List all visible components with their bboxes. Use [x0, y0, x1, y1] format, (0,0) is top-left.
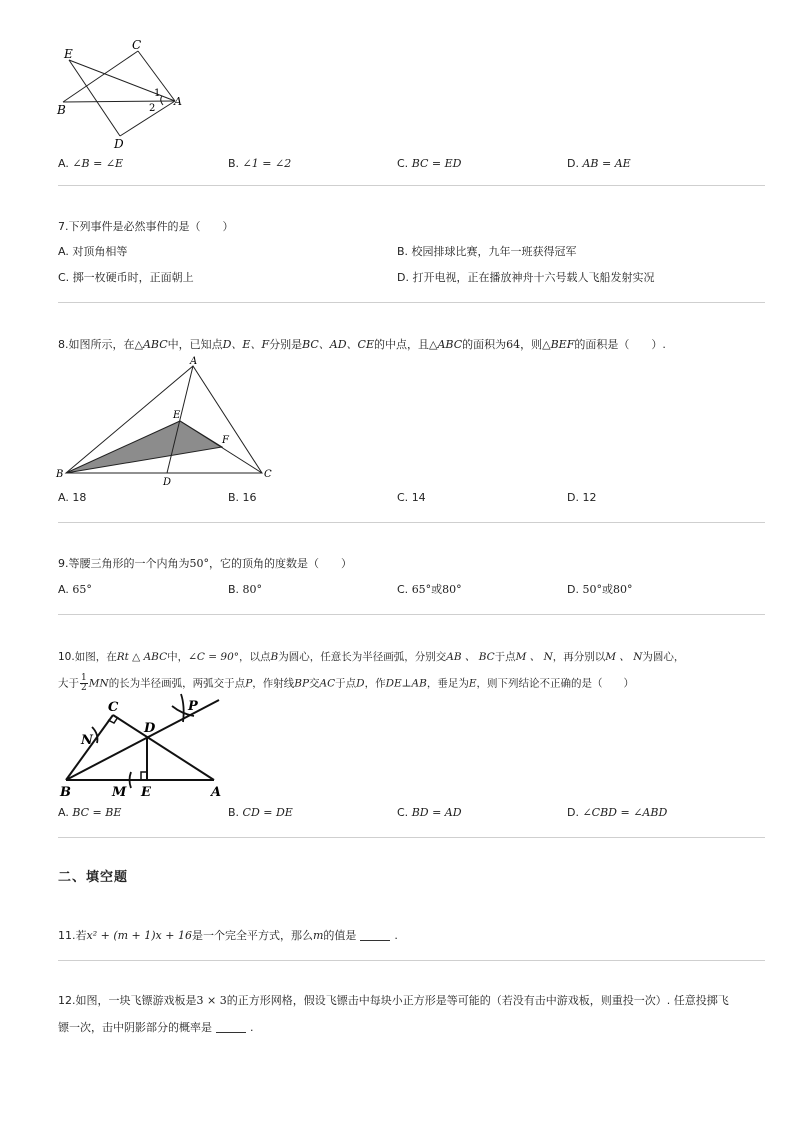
- q7-option-a[interactable]: A. 对顶角相等: [58, 245, 128, 258]
- q6-line-BC: [63, 51, 138, 102]
- q10-arc-P2: [181, 694, 184, 722]
- q8-option-d[interactable]: D. 12: [567, 491, 597, 504]
- q8-label-D: D: [163, 477, 172, 488]
- q6-line-BA: [63, 101, 175, 102]
- q10-label-C: C: [108, 700, 119, 715]
- q9-option-a[interactable]: A. 65°: [58, 583, 92, 596]
- q7-option-c[interactable]: C. 掷一枚硬币时，正面朝上: [58, 271, 194, 284]
- q10-label-N: N: [81, 733, 93, 748]
- divider: [58, 185, 765, 186]
- q8-stem: 8.如图所示，在△ABC中，已知点D、E、F分别是BC、AD、CE的中点，且△ABC的面积为64，则△BEF的面积是（ ）.: [58, 338, 666, 351]
- q8-shaded-triangle-BEF: [66, 421, 222, 473]
- divider: [58, 960, 765, 961]
- q6-label-D: D: [114, 137, 124, 150]
- q8-figure: [54, 354, 278, 488]
- q10-fraction: $\frac{1}{2}$: [81, 673, 87, 693]
- q7-option-d[interactable]: D. 打开电视，正在播放神舟十六号载人飞船发射实况: [397, 271, 655, 284]
- section-title: 二、填空题: [58, 870, 129, 885]
- q9-option-c[interactable]: C. 65°或80°: [397, 583, 462, 596]
- q8-label-B: B: [56, 469, 64, 480]
- q10-option-c[interactable]: C. BD = AD: [397, 806, 462, 819]
- divider: [58, 614, 765, 615]
- q8-label-E: E: [173, 410, 181, 421]
- q9-stem: 9.等腰三角形的一个内角为50°，它的顶角的度数是（ ）: [58, 557, 352, 570]
- q8-option-c[interactable]: C. 14: [397, 491, 426, 504]
- q10-option-b[interactable]: B. CD = DE: [228, 806, 293, 819]
- q10-label-D: D: [144, 721, 156, 736]
- q10-stem-line1: 10.如图，在Rt △ ABC中，∠C = 90°，以点B为圆心，任意长为半径画弧，分别交AB 、 BC于点M 、 N，再分别以M 、 N为圆心，: [58, 651, 685, 663]
- q9-option-b[interactable]: B. 80°: [228, 583, 263, 596]
- q6-option-a[interactable]: A. ∠B = ∠E: [58, 157, 124, 170]
- q6-label-B: B: [57, 103, 66, 117]
- q10-label-B: B: [60, 785, 71, 800]
- q12-stem-line2: 镖一次，击中阴影部分的概率是 .: [58, 1021, 254, 1034]
- q8-label-F: F: [222, 435, 229, 446]
- q6-option-d[interactable]: D. AB = AE: [567, 157, 631, 170]
- q10-label-A: A: [211, 785, 222, 800]
- q6-label-2: 2: [149, 103, 156, 114]
- q8-label-A: A: [190, 356, 198, 367]
- q10-option-a[interactable]: A. BC = BE: [58, 806, 122, 819]
- divider: [58, 837, 765, 838]
- q12-stem-line1: 12.如图，一块飞镖游戏板是3 × 3的正方形网格，假设飞镖击中每块小正方形是等可能的（若没有击中游戏板，则重投一次）. 任意投掷飞: [58, 994, 729, 1007]
- q8-option-b[interactable]: B. 16: [228, 491, 257, 504]
- q6-label-1: 1: [154, 88, 161, 99]
- q6-line-DA: [120, 101, 175, 136]
- divider: [58, 522, 765, 523]
- q7-option-b[interactable]: B. 校园排球比赛，九年一班获得冠军: [397, 245, 577, 258]
- q10-figure: [54, 692, 244, 802]
- q10-label-P: P: [188, 699, 198, 714]
- q6-label-C: C: [132, 38, 142, 52]
- q10-right-angle-C: [108, 717, 118, 723]
- q8-option-a[interactable]: A. 18: [58, 491, 87, 504]
- q12-answer-blank[interactable]: [216, 1022, 246, 1033]
- q6-label-A: A: [174, 95, 182, 108]
- q6-label-E: E: [64, 47, 73, 61]
- q9-option-d[interactable]: D. 50°或80°: [567, 583, 633, 596]
- q6-option-c[interactable]: C. BC = ED: [397, 157, 462, 170]
- q6-option-b[interactable]: B. ∠1 = ∠2: [228, 157, 292, 170]
- q6-angle-arc: [161, 96, 163, 105]
- q7-stem: 7.下列事件是必然事件的是（ ）: [58, 220, 234, 233]
- q11-answer-blank[interactable]: [360, 930, 390, 941]
- q10-stem-line2: 大于 $\frac{1}{2}$ MN的长为半径画弧，两弧交于点P，作射线BP交AC于点D，作DE⊥AB，垂足为E，则下列结论不正确的是（ ）: [58, 673, 635, 693]
- q10-label-M: M: [112, 785, 127, 800]
- q10-option-d[interactable]: D. ∠CBD = ∠ABD: [567, 806, 668, 819]
- q6-line-ED: [69, 60, 120, 136]
- divider: [58, 302, 765, 303]
- q11-stem: 11.若x² + (m + 1)x + 16是一个完全平方式，那么m的值是 .: [58, 929, 398, 942]
- q10-label-E: E: [141, 785, 151, 800]
- q8-label-C: C: [264, 469, 272, 480]
- q6-figure: [54, 38, 194, 150]
